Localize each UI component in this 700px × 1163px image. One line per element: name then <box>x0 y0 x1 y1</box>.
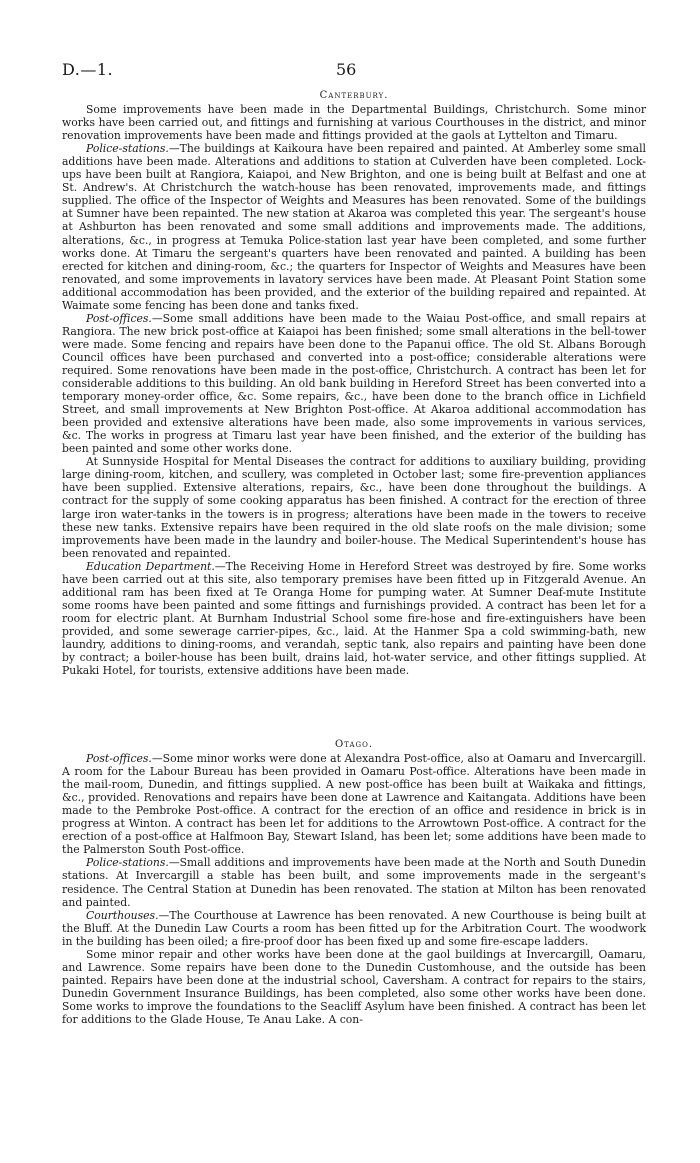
paragraph: Some minor repair and other works have been done at the gaol buildings at Invercargill, Oamaru, and Lawrence. Some repairs have been done to the Dunedin Customhouse, and the outside has been painted. Repairs have been done at the industrial school, Caversham. A contract for repairs to the stairs, Dunedin Government Insurance Buildings, has been completed, also some other works have been done. Some works to improve the foundations to the Seacliff Asylum have been finished. A contract has been let for additions to the Glade House, Te Anau Lake. A con- <box>62 947 646 1026</box>
paragraph: Some improvements have been made in the Departmental Buildings, Christchurch. Some minor works have been carried out, and fittings and furnishing at various Courthouses in the district, and minor renovation improvements have been made and fittings provided at the gaols at Lyttelton and Timaru. <box>62 103 646 143</box>
paragraph-lead: Police-stations. <box>86 142 169 156</box>
paragraph-body: —Some small additions have been made to the Waiau Post-office, and small repairs at Rangiora. The new brick post-office at Kaiapoi has been finished; some small alterations in the bell-tower were made. Some fencing and repairs have been done to the Papanui office. The old St. Albans Borough Council offices have been purchased and converted into a post-office; considerable alterations were required. Some renovations have been made in the post-office, Christchurch. A contract has been let for considerable additions to this building. An old bank building in Hereford Street has been converted into a temporary money-order office, &c. Some repairs, &c., have been done to the branch office in Lichfield Street, and small improvements at New Brighton Post-office. At Akaroa additional accommodation has been provided and extensive alterations have been made, also some improvements in various services, &c. The works in progress at Timaru last year have been finished, and the exterior of the building has been painted and some other works done. <box>62 311 646 456</box>
paragraph <box>62 312 646 456</box>
paragraph-body: —Small additions and improvements have been made at the North and South Dunedin stations. At Invercargill a stable has been built, and some improvements made in the sergeant's residence. The Central Station at Dunedin has been renovated. The station at Milton has been renovated and painted. <box>62 856 646 909</box>
paragraph-lead: Post-offices. <box>86 311 152 325</box>
paragraph-body: —The buildings at Kaikoura have been repaired and painted. At Amberley some small additions have been made. Alterations and additions to station at Culverden have been completed. Lock-ups have been built at Rangiora, Kaiapoi, and New Brighton, and one is being built at Belfast and one at St. Andrew's. At Christchurch the watch-house has been renovated, improvements made, and fittings supplied. The office of the Inspector of Weights and Measures has been renovated. Some of the buildings at Sumner have been repainted. The new station at Akaroa was completed this year. The sergeant's house at Ashburton has been renovated and some small additions and improvements made. The additions, alterations, &c., in progress at Temuka Police-station last year have been completed, and some further works done. At Timaru the sergeant's quarters have been renovated and painted. A building has been erected for kitchen and dining-room, &c.; the quarters for Inspector of Weights and Measures have been renovated, and some improvements in lavatory services have been made. At Pleasant Point Station some additional accommodation has been provided, and the exterior of the building repaired and repainted. At Waimate some fencing has been done and tanks fixed. <box>62 142 646 312</box>
paragraph <box>62 560 646 677</box>
paragraph-body: —The Courthouse at Lawrence has been renovated. A new Courthouse is being built at the Bluff. At the Dunedin Law Courts a room has been fitted up for the Arbitration Court. The woodwork in the building has been oiled; a fire-proof door has been fixed up and some fire-escape ladders. <box>62 908 646 948</box>
report-reference: D.—1. <box>62 60 114 79</box>
paragraph-lead: Courthouses. <box>86 908 159 922</box>
section-title-canterbury: Canterbury. <box>319 90 389 101</box>
otago-section <box>62 738 646 1026</box>
canterbury-section <box>62 89 646 677</box>
paragraph: At Sunnyside Hospital for Mental Diseases the contract for additions to auxiliary building, providing large dining-room, kitchen, and scullery, was completed in October last; some fire-prevention appliances have been supplied. Extensive alterations, repairs, &c., have been done throughout the buildings. A contract for the supply of some cooking apparatus has been finished. A contract for the erection of three large iron water-tanks in the towers is in progress; alterations have been made in the towers to receive these new tanks. Extensive repairs have been required in the old slate roofs on the male division; some improvements have been made in the laundry and boiler-house. The Medical Superintendent's house has been renovated and repainted. <box>62 455 646 560</box>
paragraph <box>62 856 646 908</box>
paragraph <box>62 909 646 948</box>
paragraph-lead: Education Department. <box>86 559 215 573</box>
paragraph-body: —The Receiving Home in Hereford Street was destroyed by fire. Some works have been carried out at this site, also temporary premises have been fitted up in Fitzgerald Avenue. An additional ram has been fixed at Te Oranga Home for pumping water. At Sumner Deaf-mute Institute some rooms have been painted and some fittings and furnishings provided. A contract has been let for a room for electric plant. At Burnham Industrial School some fire-hose and fire-extinguishers have been provided, and some sewerage carrier-pipes, &c., laid. At the Hanmer Spa a cold swimming-bath, new laundry, additions to dining-rooms, and verandah, septic tank, also repairs and painting have been done by contract; a boiler-house has been built, drains laid, hot-water service, and other fittings supplied. At Pukaki Hotel, for tourists, extensive additions have been made. <box>62 559 646 678</box>
paragraph-lead: Post-offices. <box>86 752 152 766</box>
section-title-otago: Otago. <box>334 739 374 750</box>
paragraph <box>62 142 646 312</box>
paragraph-lead: Police-stations. <box>86 856 169 870</box>
page-number: 56 <box>336 60 357 79</box>
paragraph <box>62 752 646 856</box>
paragraph-body: —Some minor works were done at Alexandra Post-office, also at Oamaru and Invercargill. A room for the Labour Bureau has been provided in Oamaru Post-office. Alterations have been made in the mail-room, Dunedin, and fittings supplied. A new post-office has been built at Waikaka and fittings, &c., provided. Renovations and repairs have been done at Lawrence and Kaitangata. Additions have been made to the Pembroke Post-office. A contract for the erection of an office and residence in brick is in progress at Winton. A contract has been let for additions to the Arrowtown Post-office. A contract for the erection of a post-office at Halfmoon Bay, Stewart Island, has been let; some additions have been made to the Palmerston South Post-office. <box>62 752 646 857</box>
